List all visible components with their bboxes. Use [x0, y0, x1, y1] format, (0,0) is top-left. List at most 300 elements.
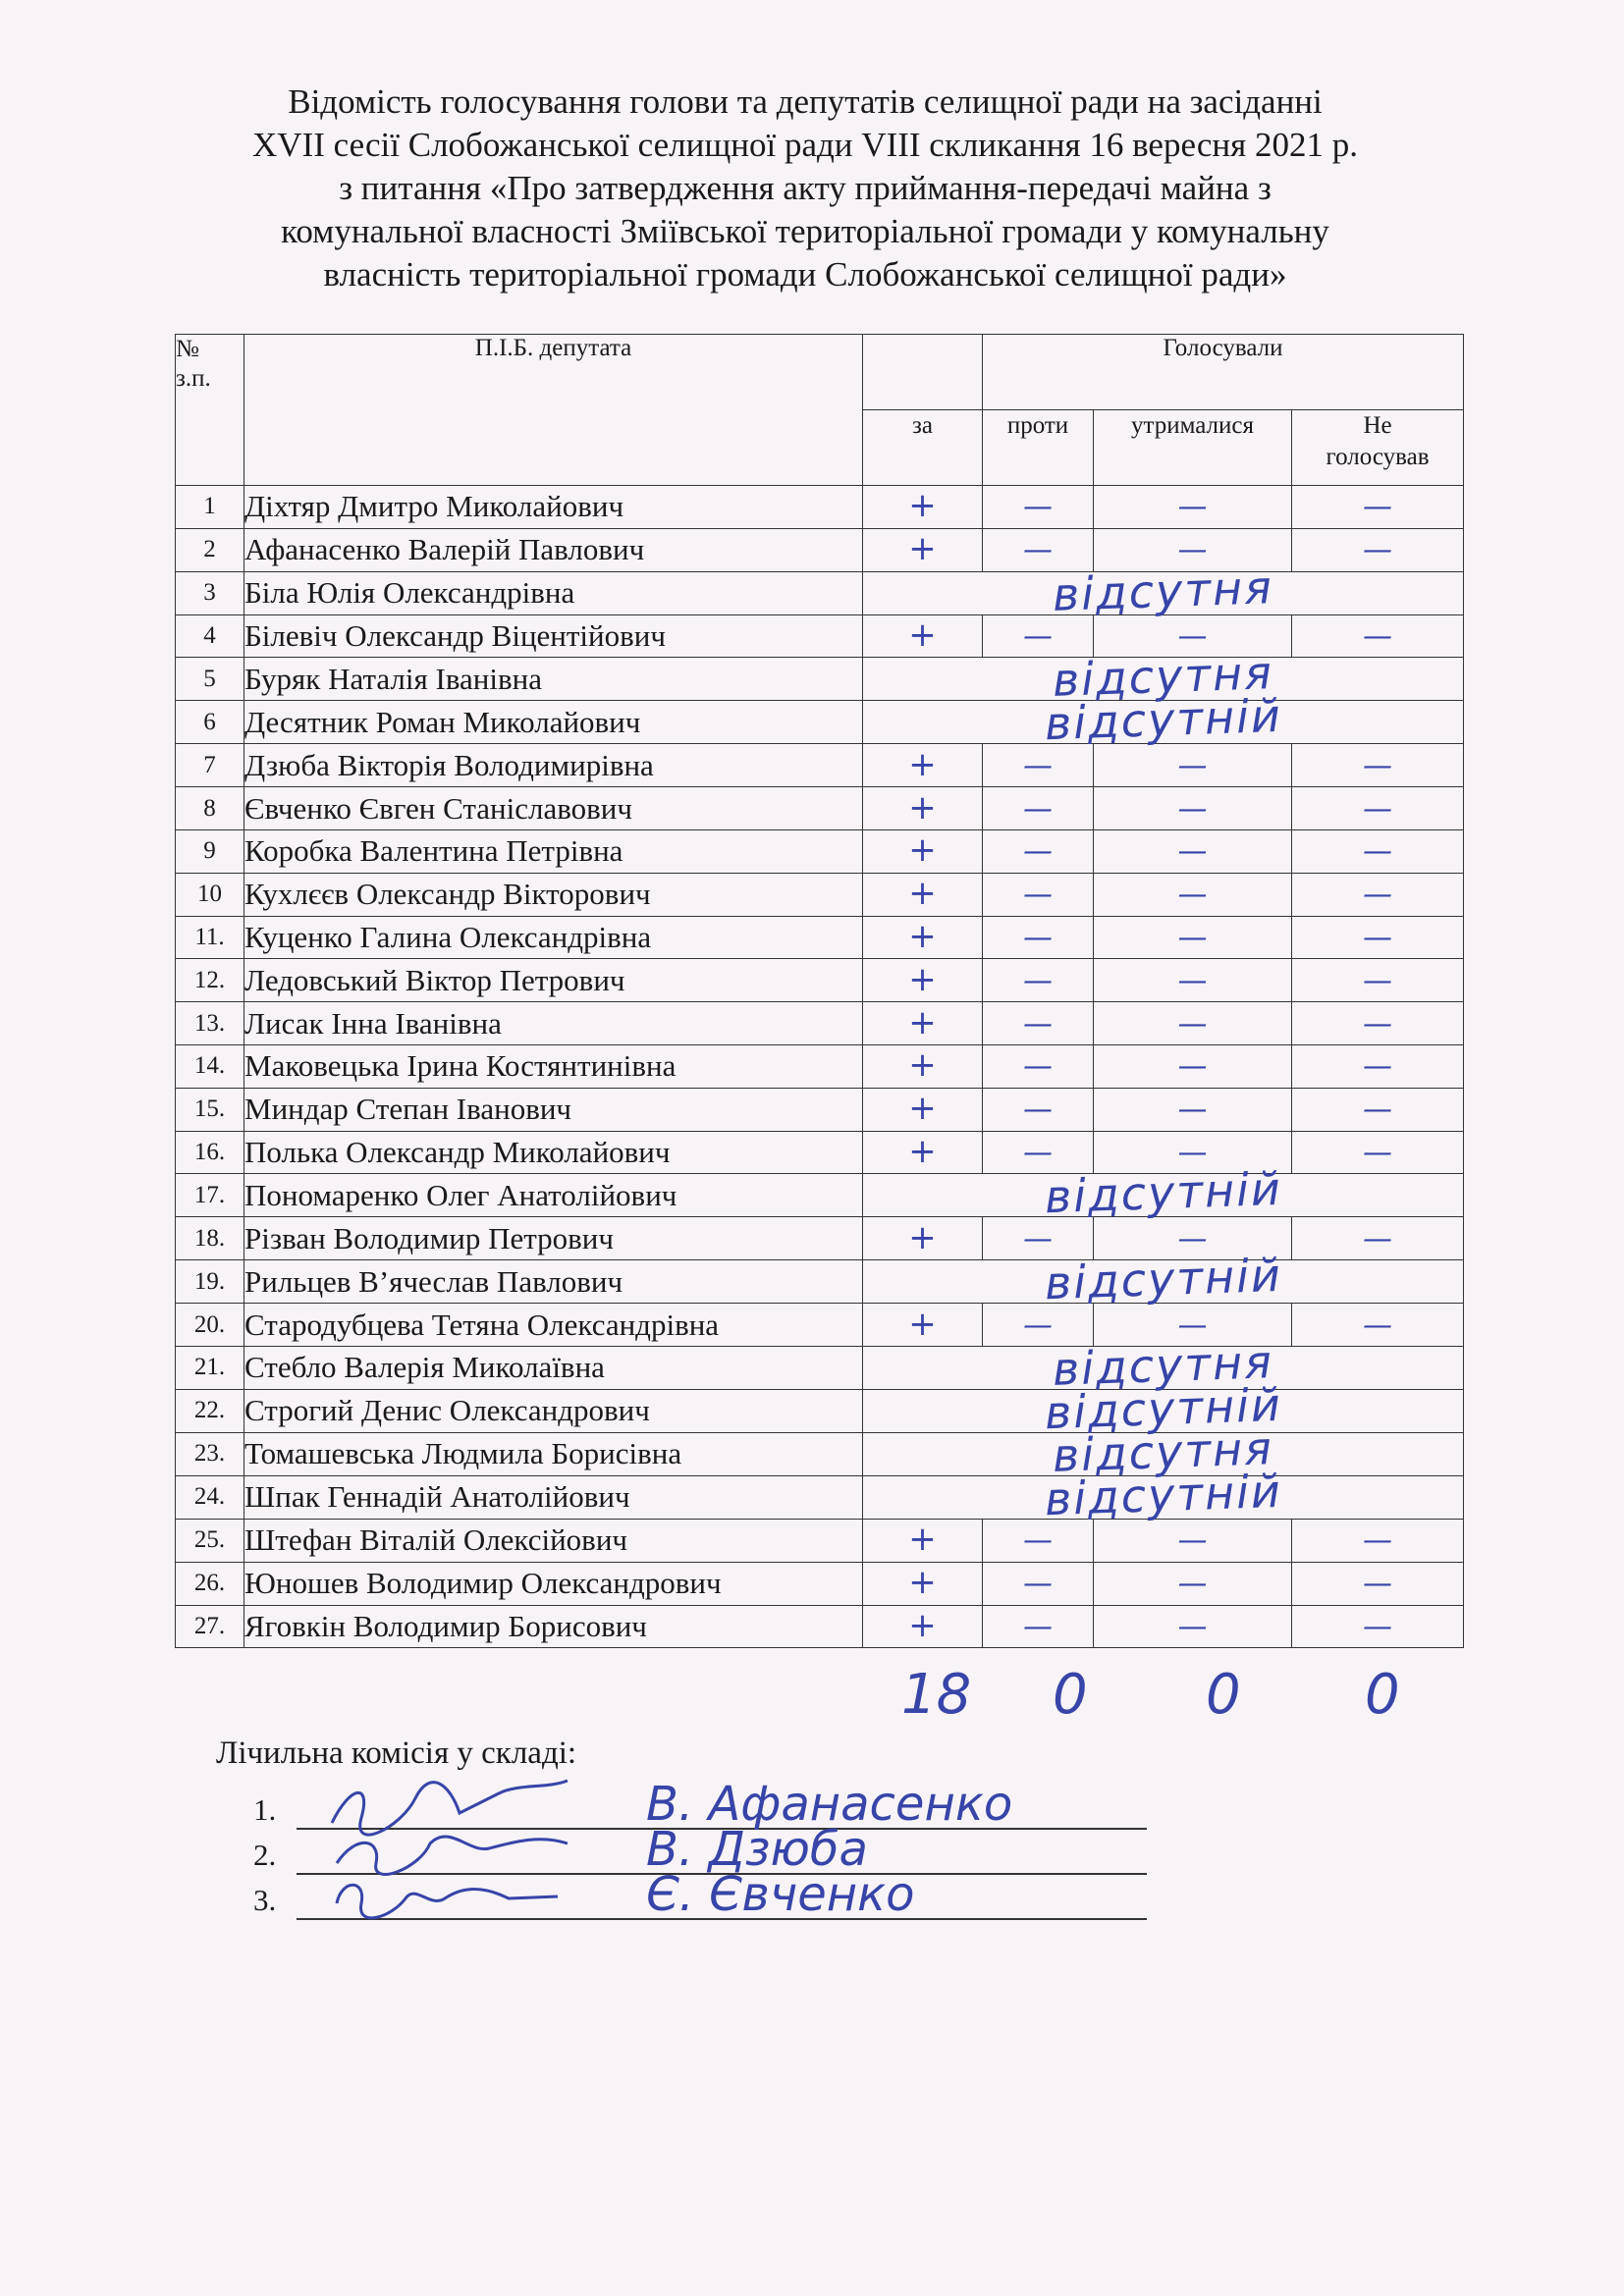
row-number [176, 1346, 244, 1389]
vote-not-voted-value: — [1363, 1093, 1393, 1128]
deputy-name-value: Полька Олександр Миколайович [244, 1134, 671, 1169]
vote-against-value: — [1023, 1567, 1053, 1602]
deputy-name [244, 1260, 863, 1304]
vote-against [983, 1562, 1094, 1605]
deputy-name-value: Шпак Геннадій Анатолійович [244, 1479, 630, 1515]
deputy-name-value: Миндар Степан Іванович [244, 1092, 572, 1127]
row-number-value: 5 [203, 665, 216, 692]
deputy-name-value: Євченко Євген Станіславович [244, 790, 632, 826]
vote-for-value: + [908, 1002, 937, 1042]
row-number-value: 24. [193, 1483, 226, 1511]
vote-not-voted-value: — [1363, 834, 1393, 870]
vote-against [983, 829, 1094, 873]
header-not-voted-line1: Не [1363, 412, 1392, 439]
vote-not-voted [1292, 528, 1464, 571]
member-name: В. Дзюба [646, 1822, 868, 1877]
vote-for-value: + [908, 1304, 937, 1344]
row-number [176, 701, 244, 744]
deputy-name-value: Маковецька Ірина Костянтинівна [244, 1048, 677, 1084]
document-title [147, 80, 1463, 296]
deputy-name [244, 1304, 863, 1347]
vote-abstained-value: — [1177, 1049, 1208, 1085]
table-row [176, 1605, 1464, 1648]
deputy-name [244, 1389, 863, 1432]
vote-abstained-value: — [1177, 1006, 1208, 1041]
vote-not-voted-value: — [1363, 533, 1393, 568]
row-number-value: 1 [203, 493, 216, 520]
deputy-name-value: Строгий Денис Олександрович [244, 1393, 650, 1428]
vote-abstained [1094, 1002, 1292, 1045]
vote-for [863, 959, 983, 1002]
vote-not-voted-value: — [1363, 1308, 1393, 1343]
deputy-name [244, 829, 863, 873]
absent-note-value: відсутній [1043, 1377, 1283, 1440]
table-row [176, 959, 1464, 1002]
row-number-value: 12. [193, 966, 226, 993]
vote-abstained [1094, 1088, 1292, 1131]
header-voted: Голосували [983, 335, 1464, 410]
vote-not-voted [1292, 1217, 1464, 1260]
vote-for-value: + [908, 916, 937, 956]
vote-abstained [1094, 959, 1292, 1002]
vote-against [983, 744, 1094, 787]
deputy-name-value: Ледовський Віктор Петрович [244, 962, 625, 997]
vote-for-value: + [908, 744, 937, 784]
row-number-value: 3 [203, 579, 216, 607]
vote-for-value: + [908, 1089, 937, 1129]
row-number-value: 19. [193, 1267, 226, 1295]
vote-against-value: — [1023, 748, 1053, 783]
row-number [176, 1044, 244, 1088]
vote-abstained [1094, 787, 1292, 830]
vote-not-voted [1292, 1562, 1464, 1605]
deputy-name [244, 1174, 863, 1217]
title-line: Відомість голосування голови та депутатів селищної ради на засіданні [288, 82, 1323, 121]
deputy-name [244, 486, 863, 529]
header-number-abbr: з.п. [176, 365, 211, 392]
vote-abstained-value: — [1177, 1567, 1208, 1602]
table-row [176, 571, 1464, 614]
row-number [176, 1562, 244, 1605]
deputy-name-value: Кухлєєв Олександр Вікторович [244, 877, 651, 912]
deputy-name-value: Штефан Віталій Олексійович [244, 1522, 627, 1558]
vote-against [983, 1002, 1094, 1045]
deputy-name-value: Коробка Валентина Петрівна [244, 833, 623, 869]
deputy-name [244, 1346, 863, 1389]
deputy-name-value: Буряк Наталія Іванівна [244, 661, 542, 696]
row-number [176, 614, 244, 658]
row-number-value: 8 [203, 794, 216, 822]
row-number-value: 10 [197, 881, 222, 908]
absent-note [863, 1464, 1464, 1526]
deputy-name [244, 787, 863, 830]
vote-not-voted-value: — [1363, 490, 1393, 525]
vote-for [863, 1304, 983, 1347]
vote-against [983, 1131, 1094, 1174]
row-number-value: 9 [203, 837, 216, 865]
title-line: власність територіальної громади Слобожанської селищної ради» [323, 255, 1287, 294]
total-abstained: 0 [1206, 1663, 1241, 1727]
row-number [176, 1304, 244, 1347]
vote-abstained [1094, 1562, 1292, 1605]
vote-against-value: — [1023, 920, 1053, 955]
total-for: 18 [901, 1663, 972, 1727]
row-number [176, 658, 244, 701]
vote-against [983, 916, 1094, 959]
absent-note-value: відсутній [1043, 1162, 1283, 1224]
deputy-name-value: Різван Володимир Петрович [244, 1220, 614, 1255]
vote-not-voted [1292, 829, 1464, 873]
vote-against [983, 959, 1094, 1002]
row-number [176, 1217, 244, 1260]
vote-abstained [1094, 829, 1292, 873]
commission-member [253, 1867, 1147, 1926]
row-number [176, 744, 244, 787]
vote-not-voted-value: — [1363, 920, 1393, 955]
vote-not-voted [1292, 614, 1464, 658]
vote-abstained-value: — [1177, 1221, 1208, 1256]
vote-not-voted [1292, 1131, 1464, 1174]
deputy-name-value: Юношев Володимир Олександрович [244, 1566, 722, 1601]
commission-label: Лічильна комісія у складі: [216, 1735, 577, 1771]
vote-for-value: + [908, 1563, 937, 1603]
vote-for-value: + [908, 787, 937, 828]
signature-mark [322, 1869, 577, 1928]
deputy-name [244, 658, 863, 701]
deputy-name-value: Яговкін Володимир Борисович [244, 1608, 647, 1643]
vote-for [863, 829, 983, 873]
vote-not-voted [1292, 486, 1464, 529]
deputy-name-value: Білевіч Олександр Віцентійович [244, 617, 666, 653]
vote-abstained-value: — [1177, 878, 1208, 913]
vote-against-value: — [1023, 1093, 1053, 1128]
vote-for [863, 916, 983, 959]
deputy-name-value: Пономаренко Олег Анатолійович [244, 1177, 677, 1212]
total-against: 0 [1053, 1663, 1088, 1727]
vote-not-voted [1292, 1088, 1464, 1131]
row-number [176, 829, 244, 873]
row-number-value: 21. [193, 1354, 226, 1381]
deputy-name [244, 1605, 863, 1648]
vote-for-value: + [908, 486, 937, 526]
vote-for [863, 1562, 983, 1605]
deputy-name [244, 1131, 863, 1174]
absent-note-value: відсутній [1043, 1464, 1283, 1526]
vote-abstained-value: — [1177, 791, 1208, 827]
header-name: П.І.Б. депутата [244, 335, 863, 486]
vote-not-voted-value: — [1363, 1567, 1393, 1602]
row-number [176, 1432, 244, 1475]
table-row [176, 486, 1464, 529]
absent-note [863, 560, 1464, 621]
vote-against [983, 528, 1094, 571]
vote-for-value: + [908, 614, 937, 655]
row-number [176, 1002, 244, 1045]
header-blank [863, 335, 983, 410]
vote-against [983, 1044, 1094, 1088]
vote-against [983, 1519, 1094, 1562]
row-number-value: 4 [203, 621, 216, 649]
table-row [176, 1260, 1464, 1304]
table-row [176, 1519, 1464, 1562]
absent-note [863, 1162, 1464, 1224]
vote-for-value: + [908, 1131, 937, 1171]
table-row [176, 873, 1464, 916]
row-number [176, 1260, 244, 1304]
absent-note-value: відсутня [1052, 1335, 1274, 1396]
row-number [176, 528, 244, 571]
deputy-name [244, 1519, 863, 1562]
deputy-name [244, 873, 863, 916]
deputy-name [244, 916, 863, 959]
deputy-name [244, 1217, 863, 1260]
row-number-value: 14. [193, 1052, 226, 1080]
deputy-name [244, 528, 863, 571]
vote-against-value: — [1023, 963, 1053, 998]
vote-abstained [1094, 1519, 1292, 1562]
deputy-name [244, 1562, 863, 1605]
voting-rows [176, 486, 1464, 1648]
row-number-value: 26. [193, 1570, 226, 1597]
vote-against [983, 873, 1094, 916]
deputy-name-value: Дзюба Вікторія Володимирівна [244, 747, 654, 782]
vote-not-voted-value: — [1363, 1006, 1393, 1041]
vote-against [983, 1605, 1094, 1648]
row-number-value: 17. [193, 1181, 226, 1208]
vote-abstained-value: — [1177, 490, 1208, 525]
vote-for [863, 1217, 983, 1260]
vote-against-value: — [1023, 1049, 1053, 1085]
vote-for [863, 1002, 983, 1045]
vote-against-value: — [1023, 1221, 1053, 1256]
deputy-name [244, 744, 863, 787]
deputy-name [244, 959, 863, 1002]
vote-for-value: + [908, 1520, 937, 1560]
vote-not-voted-value: — [1363, 791, 1393, 827]
row-number-value: 6 [203, 708, 216, 735]
vote-for [863, 486, 983, 529]
vote-against-value: — [1023, 791, 1053, 827]
vote-not-voted-value: — [1363, 878, 1393, 913]
vote-not-voted [1292, 744, 1464, 787]
totals-row [0, 1659, 1624, 1728]
deputy-name-value: Діхтяр Дмитро Миколайович [244, 489, 624, 524]
table-row [176, 701, 1464, 744]
deputy-name [244, 1088, 863, 1131]
row-number [176, 1475, 244, 1519]
header-number-sign: № [176, 336, 199, 362]
vote-for [863, 614, 983, 658]
vote-abstained [1094, 1605, 1292, 1648]
member-number: 2. [253, 1838, 277, 1872]
absent-note [863, 689, 1464, 751]
vote-against [983, 486, 1094, 529]
vote-against-value: — [1023, 490, 1053, 525]
row-number-value: 2 [203, 536, 216, 563]
absent-note [863, 1248, 1464, 1310]
deputy-name-value: Біла Юлія Олександрівна [244, 575, 575, 611]
vote-not-voted [1292, 1304, 1464, 1347]
vote-against-value: — [1023, 1135, 1053, 1170]
row-number-value: 22. [193, 1397, 226, 1424]
deputy-name [244, 1475, 863, 1519]
vote-not-voted [1292, 1002, 1464, 1045]
vote-against [983, 1088, 1094, 1131]
table-row [176, 1044, 1464, 1088]
row-number-value: 27. [193, 1612, 226, 1639]
row-number-value: 13. [193, 1009, 226, 1037]
vote-against-value: — [1023, 618, 1053, 654]
vote-abstained-value: — [1177, 533, 1208, 568]
vote-not-voted [1292, 1605, 1464, 1648]
vote-for [863, 1131, 983, 1174]
vote-abstained-value: — [1177, 920, 1208, 955]
header-not-voted [1292, 410, 1464, 486]
vote-not-voted-value: — [1363, 1135, 1393, 1170]
vote-not-voted [1292, 873, 1464, 916]
row-number [176, 1174, 244, 1217]
vote-abstained [1094, 916, 1292, 959]
vote-abstained [1094, 873, 1292, 916]
deputy-name-value: Куценко Галина Олександрівна [244, 919, 652, 954]
table-row [176, 829, 1464, 873]
vote-for-value: + [908, 1045, 937, 1086]
vote-for [863, 528, 983, 571]
vote-against [983, 787, 1094, 830]
vote-for [863, 744, 983, 787]
header-against: проти [983, 410, 1094, 486]
row-number [176, 1605, 244, 1648]
deputy-name [244, 701, 863, 744]
vote-against-value: — [1023, 878, 1053, 913]
vote-against [983, 1304, 1094, 1347]
vote-against-value: — [1023, 1006, 1053, 1041]
vote-for-value: + [908, 830, 937, 871]
total-not-voted: 0 [1365, 1663, 1400, 1727]
title-line: комунальної власності Зміївської територіальної громади у комунальну [281, 212, 1329, 250]
table-row [176, 1002, 1464, 1045]
vote-abstained-value: — [1177, 618, 1208, 654]
deputy-name-value: Томашевська Людмила Борисівна [244, 1436, 682, 1471]
row-number [176, 1519, 244, 1562]
row-number [176, 1088, 244, 1131]
absent-note-value: відсутня [1052, 1421, 1274, 1482]
vote-not-voted [1292, 1519, 1464, 1562]
vote-abstained-value: — [1177, 963, 1208, 998]
header-for: за [863, 410, 983, 486]
deputy-name [244, 571, 863, 614]
deputy-name-value: Десятник Роман Миколайович [244, 704, 641, 739]
voting-table [175, 334, 1464, 1648]
vote-for-value: + [908, 529, 937, 569]
table-row [176, 744, 1464, 787]
vote-not-voted-value: — [1363, 1221, 1393, 1256]
table-row [176, 1475, 1464, 1519]
vote-against-value: — [1023, 1308, 1053, 1343]
row-number [176, 571, 244, 614]
title-line: з питання «Про затвердження акту приймання-передачі майна з [339, 169, 1272, 207]
table-row [176, 1174, 1464, 1217]
table-row [176, 1562, 1464, 1605]
row-number [176, 873, 244, 916]
vote-abstained [1094, 744, 1292, 787]
table-row [176, 1088, 1464, 1131]
member-number: 1. [253, 1792, 277, 1827]
row-number-value: 7 [203, 751, 216, 778]
row-number-value: 25. [193, 1526, 226, 1554]
vote-against [983, 1217, 1094, 1260]
member-number: 3. [253, 1883, 277, 1917]
header-not-voted-line2: голосував [1326, 444, 1430, 470]
vote-against-value: — [1023, 1523, 1053, 1559]
absent-note-value: відсутня [1052, 646, 1274, 708]
deputy-name [244, 1002, 863, 1045]
title-line: XVII сесії Слобожанської селищної ради VIII скликання 16 вересня 2021 р. [252, 126, 1358, 164]
deputy-name-value: Афанасенко Валерій Павлович [244, 532, 645, 567]
vote-for-value: + [908, 1605, 937, 1645]
vote-abstained-value: — [1177, 1308, 1208, 1343]
deputy-name [244, 1432, 863, 1475]
vote-for [863, 1519, 983, 1562]
header-number [176, 335, 244, 486]
row-number [176, 1131, 244, 1174]
vote-not-voted-value: — [1363, 618, 1393, 654]
absent-note-value: відсутній [1043, 1248, 1283, 1310]
vote-against-value: — [1023, 533, 1053, 568]
member-name: Є. Євченко [646, 1867, 915, 1922]
deputy-name [244, 1044, 863, 1088]
vote-abstained-value: — [1177, 748, 1208, 783]
vote-against [983, 614, 1094, 658]
member-name: В. Афанасенко [646, 1777, 1013, 1832]
row-number-value: 23. [193, 1440, 226, 1468]
vote-abstained-value: — [1177, 1523, 1208, 1559]
deputy-name [244, 614, 863, 658]
vote-abstained [1094, 1044, 1292, 1088]
row-number [176, 916, 244, 959]
row-number-value: 20. [193, 1310, 226, 1338]
vote-not-voted-value: — [1363, 1049, 1393, 1085]
row-number-value: 16. [193, 1138, 226, 1165]
row-number [176, 787, 244, 830]
vote-against-value: — [1023, 834, 1053, 870]
vote-for-value: + [908, 959, 937, 999]
vote-for [863, 873, 983, 916]
vote-for-value: + [908, 1217, 937, 1257]
vote-abstained-value: — [1177, 1609, 1208, 1644]
vote-abstained [1094, 486, 1292, 529]
vote-for-value: + [908, 874, 937, 914]
vote-not-voted-value: — [1363, 1523, 1393, 1559]
vote-not-voted-value: — [1363, 963, 1393, 998]
row-number-value: 11. [194, 923, 225, 950]
vote-not-voted [1292, 787, 1464, 830]
row-number-value: 15. [193, 1095, 226, 1123]
vote-not-voted-value: — [1363, 1609, 1393, 1644]
vote-not-voted [1292, 959, 1464, 1002]
vote-abstained-value: — [1177, 1093, 1208, 1128]
vote-for [863, 787, 983, 830]
row-number [176, 959, 244, 1002]
deputy-name-value: Рильцев В’ячеслав Павлович [244, 1263, 623, 1299]
vote-not-voted [1292, 916, 1464, 959]
vote-for [863, 1044, 983, 1088]
vote-abstained-value: — [1177, 834, 1208, 870]
vote-for [863, 1605, 983, 1648]
table-row [176, 916, 1464, 959]
row-number-value: 18. [193, 1224, 226, 1252]
header-abstained: утрималися [1094, 410, 1292, 486]
